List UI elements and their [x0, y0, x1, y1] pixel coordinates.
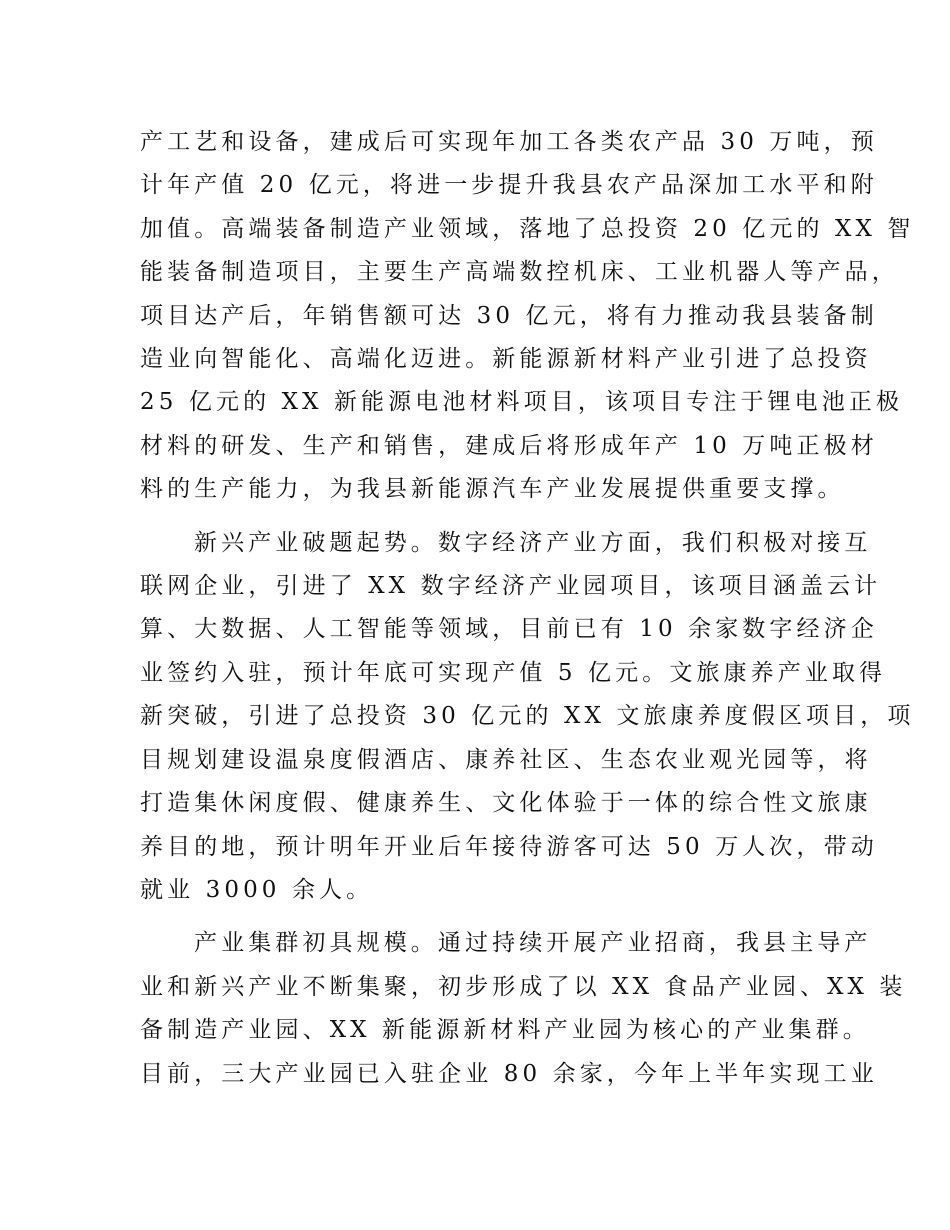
- text-line: 产业集群初具规模。通过持续开展产业招商，我县主导产: [194, 930, 872, 957]
- text-line: 业和新兴产业不断集聚，初步形成了以 XX 食品产业园、XX 装: [140, 973, 907, 1000]
- text-line: 计年产值 20 亿元，将进一步提升我县农产品深加工水平和附: [140, 172, 878, 199]
- document-page: [140, 121, 915, 1106]
- paragraph-1: [140, 121, 915, 512]
- text-line: 料的生产能力，为我县新能源汽车产业发展提供重要支撑。: [140, 476, 845, 503]
- text-line: 新突破，引进了总投资 30 亿元的 XX 文旅康养度假区项目，项: [140, 703, 915, 730]
- text-line: 算、大数据、人工智能等领域，目前已有 10 余家数字经济企: [140, 616, 878, 643]
- text-line: 目规划建设温泉度假酒店、康养社区、生态农业观光园等，将: [140, 746, 872, 773]
- text-line: 新兴产业破题起势。数字经济产业方面，我们积极对接互: [194, 529, 872, 556]
- text-line: 备制造产业园、XX 新能源新材料产业园为核心的产业集群。: [140, 1017, 870, 1044]
- paragraph-3: [140, 922, 907, 1096]
- text-line: 联网企业，引进了 XX 数字经济产业园项目，该项目涵盖云计: [140, 573, 882, 600]
- text-line: 养目的地，预计明年开业后年接待游客可达 50 万人次，带动: [140, 833, 878, 860]
- text-line: 就业 3000 余人。: [140, 876, 374, 903]
- text-line: 加值。高端装备制造产业领域，落地了总投资 20 亿元的 XX 智: [140, 215, 915, 242]
- text-line: 业签约入驻，预计年底可实现产值 5 亿元。文旅康养产业取得: [140, 659, 887, 686]
- text-line: 产工艺和设备，建成后可实现年加工各类农产品 30 万吨，预: [140, 129, 878, 155]
- text-line: 25 亿元的 XX 新能源电池材料项目，该项目专注于锂电池正极: [140, 389, 904, 416]
- text-line: 目前，三大产业园已入驻企业 80 余家，今年上半年实现工业: [140, 1060, 878, 1087]
- text-line: 打造集休闲度假、健康养生、文化体验于一体的综合性文旅康: [140, 790, 872, 817]
- text-line: 项目达产后，年销售额可达 30 亿元，将有力推动我县装备制: [140, 302, 878, 329]
- text-line: 造业向智能化、高端化迈进。新能源新材料产业引进了总投资: [140, 346, 872, 373]
- text-line: 能装备制造项目，主要生产高端数控机床、工业机器人等产品，: [140, 259, 899, 286]
- text-line: 材料的研发、生产和销售，建成后将形成年产 10 万吨正极材: [140, 432, 878, 459]
- paragraph-2: [140, 522, 915, 913]
